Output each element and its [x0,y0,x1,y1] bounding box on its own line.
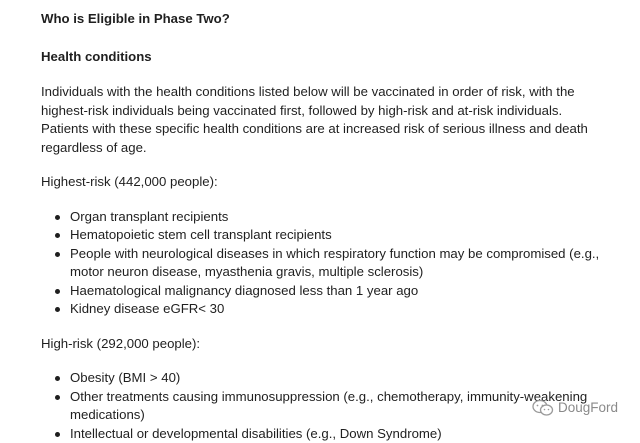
intro-paragraph: Individuals with the health conditions listed below will be vaccinated in order of risk, with the highest-risk individuals being vaccinated first, followed by high-risk and at-risk individuals. Patients with these specific health conditions are at increased risk of serious illness and death regardless of age. [41,83,601,157]
list-item: People with neurological diseases in which respiratory function may be compromised (e.g., motor neuron disease, myasthenia gravis, multiple sclerosis) [70,245,601,282]
list-item: Intellectual or developmental disabilities (e.g., Down Syndrome) [70,425,601,443]
watermark [532,399,618,418]
section-heading: Who is Eligible in Phase Two? [41,10,601,29]
list-item: Other treatments causing immunosuppression (e.g., chemotherapy, immunity-weakening medications) [70,388,601,425]
list-item: Kidney disease eGFR< 30 [70,300,601,319]
subsection-heading: Health conditions [41,48,601,67]
article-content [41,6,601,443]
highest-risk-list [41,208,601,319]
group-label-high-risk: High-risk (292,000 people): [41,335,601,354]
wechat-icon [532,399,554,417]
watermark-text: DougFord [558,399,618,418]
list-item: Obesity (BMI > 40) [70,369,601,388]
high-risk-list [41,369,601,443]
list-item: Organ transplant recipients [70,208,601,227]
list-item: Hematopoietic stem cell transplant recipients [70,226,601,245]
list-item: Haematological malignancy diagnosed less than 1 year ago [70,282,601,301]
group-label-highest-risk: Highest-risk (442,000 people): [41,173,601,192]
